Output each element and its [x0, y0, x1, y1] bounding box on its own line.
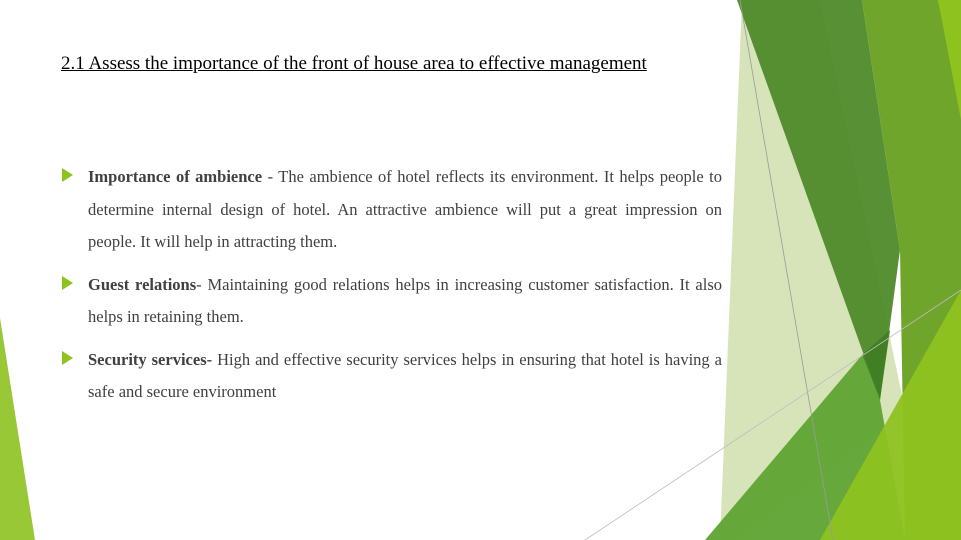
bullet-text: [88, 161, 722, 259]
bullet-body: - Maintaining good relations helps in increasing customer satisfaction. It also helps in retaining them.: [88, 274, 722, 326]
left-green-sliver: [0, 318, 35, 540]
bullet-arrow-icon: [62, 276, 73, 290]
bullet-text: [88, 269, 722, 334]
bullet-arrow-icon: [62, 168, 73, 182]
bullet-arrow-icon: [62, 351, 73, 365]
bullet-text: [88, 344, 722, 409]
bullet-security: [60, 344, 722, 409]
bullet-list: [60, 161, 722, 419]
slide-title: 2.1 Assess the importance of the front of house area to effective management: [61, 53, 647, 74]
bullet-body: High and effective security services helps in ensuring that hotel is having a safe and secure environment: [88, 349, 722, 401]
bullet-heading: Security services-: [88, 349, 213, 369]
bullet-heading: Importance of ambience: [88, 167, 263, 186]
bullet-ambience: [60, 161, 722, 259]
bullet-heading: Guest relations: [88, 274, 197, 294]
bullet-body: - The ambience of hotel reflects its environment. It helps people to determine internal design of hotel. An attractive ambience will put a great impression on people. It will help in attracting them.: [88, 167, 722, 251]
bullet-guest-relations: [60, 269, 722, 334]
